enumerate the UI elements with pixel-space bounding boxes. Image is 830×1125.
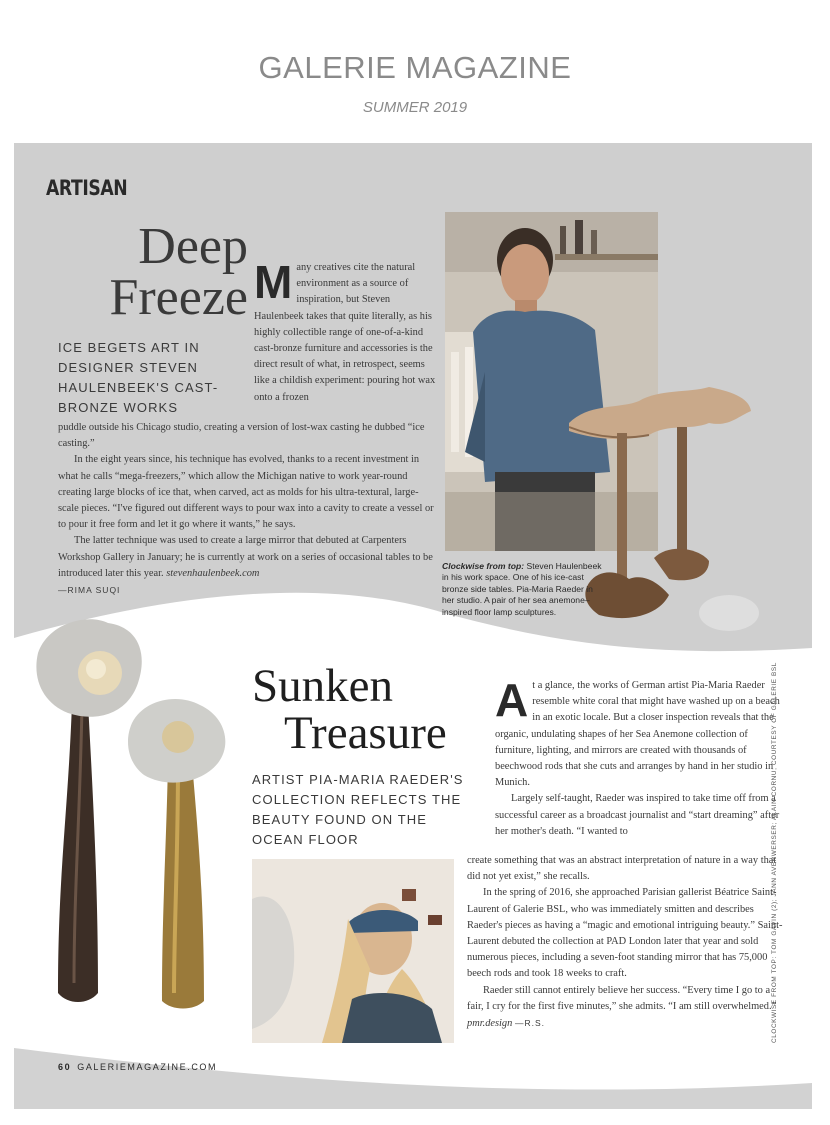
article1-paragraph-final [58, 533, 438, 582]
article2-lead-text: t a glance, the works of German artist Pia-Maria Raeder resemble white coral that might have washed up on a beach in an exotic locale. But a closer inspection reveals that the organic, undulating shapes of her Sea Anemone collection of furniture, lighting, and mirrors are created with thousands of beechwood rods that she cuts and arranges by hand in her studio in Munich. [495, 680, 780, 789]
studio-illustration [252, 859, 454, 1043]
article2-headline [252, 660, 474, 759]
article1-lead-column [254, 256, 436, 406]
article1-body [58, 420, 438, 598]
magazine-title: GALERIE MAGAZINE [258, 50, 572, 85]
article2-byline: —R.S. [514, 1018, 545, 1029]
page-number: 60 [58, 1062, 72, 1072]
headline2-line1: Sunken [252, 660, 393, 712]
article1-subhead: ICE BEGETS ART IN DESIGNER STEVEN HAULENBEEK'S CAST-BRONZE WORKS [58, 340, 219, 415]
photo-caption [442, 561, 602, 618]
footer-site[interactable]: GALERIEMAGAZINE.COM [77, 1062, 218, 1072]
article1-headline [58, 218, 248, 326]
artist-studio-photo [252, 859, 454, 1043]
article1-dropcap: M [254, 256, 293, 308]
article1-para3-text: The latter technique was used to create a large mirror that debuted at Carpenters Workshop Gallery in January; he is currently at work on a series of occasional tables to be introduced later this year. [58, 535, 433, 579]
article2-para2-start: Largely self-taught, Raeder was inspired to take time off from a successful career as a broadcast journalist and “start dreaming” after her mother's death. “I wanted to [495, 793, 780, 837]
article2-dropcap: A [495, 674, 529, 726]
article2-para4-text: Raeder still cannot entirely believe her success. “Every time I go to a fair, I cry for the first five minutes,” she admits. “I am still overwhelmed.” [467, 984, 777, 1012]
article1-paragraph: In the eight years since, his technique has evolved, thanks to a recent investment in what he calls “mega-freezers,” which allow the Michigan native to work year-round creating large blocks of ice that, when carved, act as molds for his ultra-textural, large-scale pieces. “I've figured out different ways to pour wax into a cavity to create a vessel or to pour it free form and let it go where it wants,” he says. [58, 454, 434, 531]
section-label: ARTISAN [46, 176, 128, 200]
article2-paragraph: In the spring of 2016, she approached Parisian gallerist Béatrice Saint-Laurent of Galerie BSL, who was immediately smitten and describes Raeder's pieces as having a “magic and emotional intriguing beauty.” Saint-Laurent debuted the collection at PAD London later that year and sold numerous pieces, including a seven-foot standing mirror that has 75,000 beech rods and took 18 weeks to craft. [467, 887, 783, 980]
article2-lead-column [495, 674, 787, 840]
issue-date: SUMMER 2019 [362, 99, 468, 116]
article1-lead-text: any creatives cite the natural environment as a source of inspiration, but Steven Haulenbeek takes that quite literally, as his highly collectible range of one-of-a-kind cast-bronze furniture and accessories is the direct result of what, in retrospect, seems like a childish experiment: pouring hot wax onto a frozen [254, 262, 436, 403]
article1-lead-continued: puddle outside his Chicago studio, creating a version of lost-wax casting he dubbed “ice casting.” [58, 422, 425, 450]
sea-anemone-lamps-image [28, 613, 238, 1043]
headline2-line2: Treasure [284, 707, 447, 759]
article1-website-link[interactable]: stevenhaulenbeek.com [166, 567, 260, 579]
article1-byline: —RIMA SUQI [58, 585, 121, 596]
caption-lead: Clockwise from top: [442, 561, 525, 571]
page-footer [58, 1062, 217, 1072]
article2-subhead: ARTIST PIA-MARIA RAEDER'S COLLECTION REFLECTS THE BEAUTY FOUND ON THE OCEAN FLOOR [252, 772, 464, 847]
article2-paragraph-final [467, 983, 787, 1033]
article2-body [467, 853, 787, 1032]
photo-credits: CLOCKWISE FROM TOP: TOM GAVIN (2); JANN AVERWERSER; ALAIN CORNU; COURTESY OF GALERIE BSL [771, 662, 778, 1043]
headline1-line1: Deep [138, 218, 248, 275]
article2-para2-continued: create something that was an abstract interpretation of nature in a way that did not yet exist,” she recalls. [467, 855, 777, 883]
magazine-page [14, 143, 812, 1109]
headline1-line2: Freeze [109, 269, 248, 326]
article2-website-link[interactable]: pmr.design [467, 1018, 513, 1030]
caption-text: Steven Haulenbeek in his work space. One of his ice-cast bronze side tables. Pia-Maria Raeder in her studio. A pair of her sea anemone–inspired floor lamp sculptures. [442, 561, 602, 617]
photo-credits-wrap [771, 662, 785, 1109]
